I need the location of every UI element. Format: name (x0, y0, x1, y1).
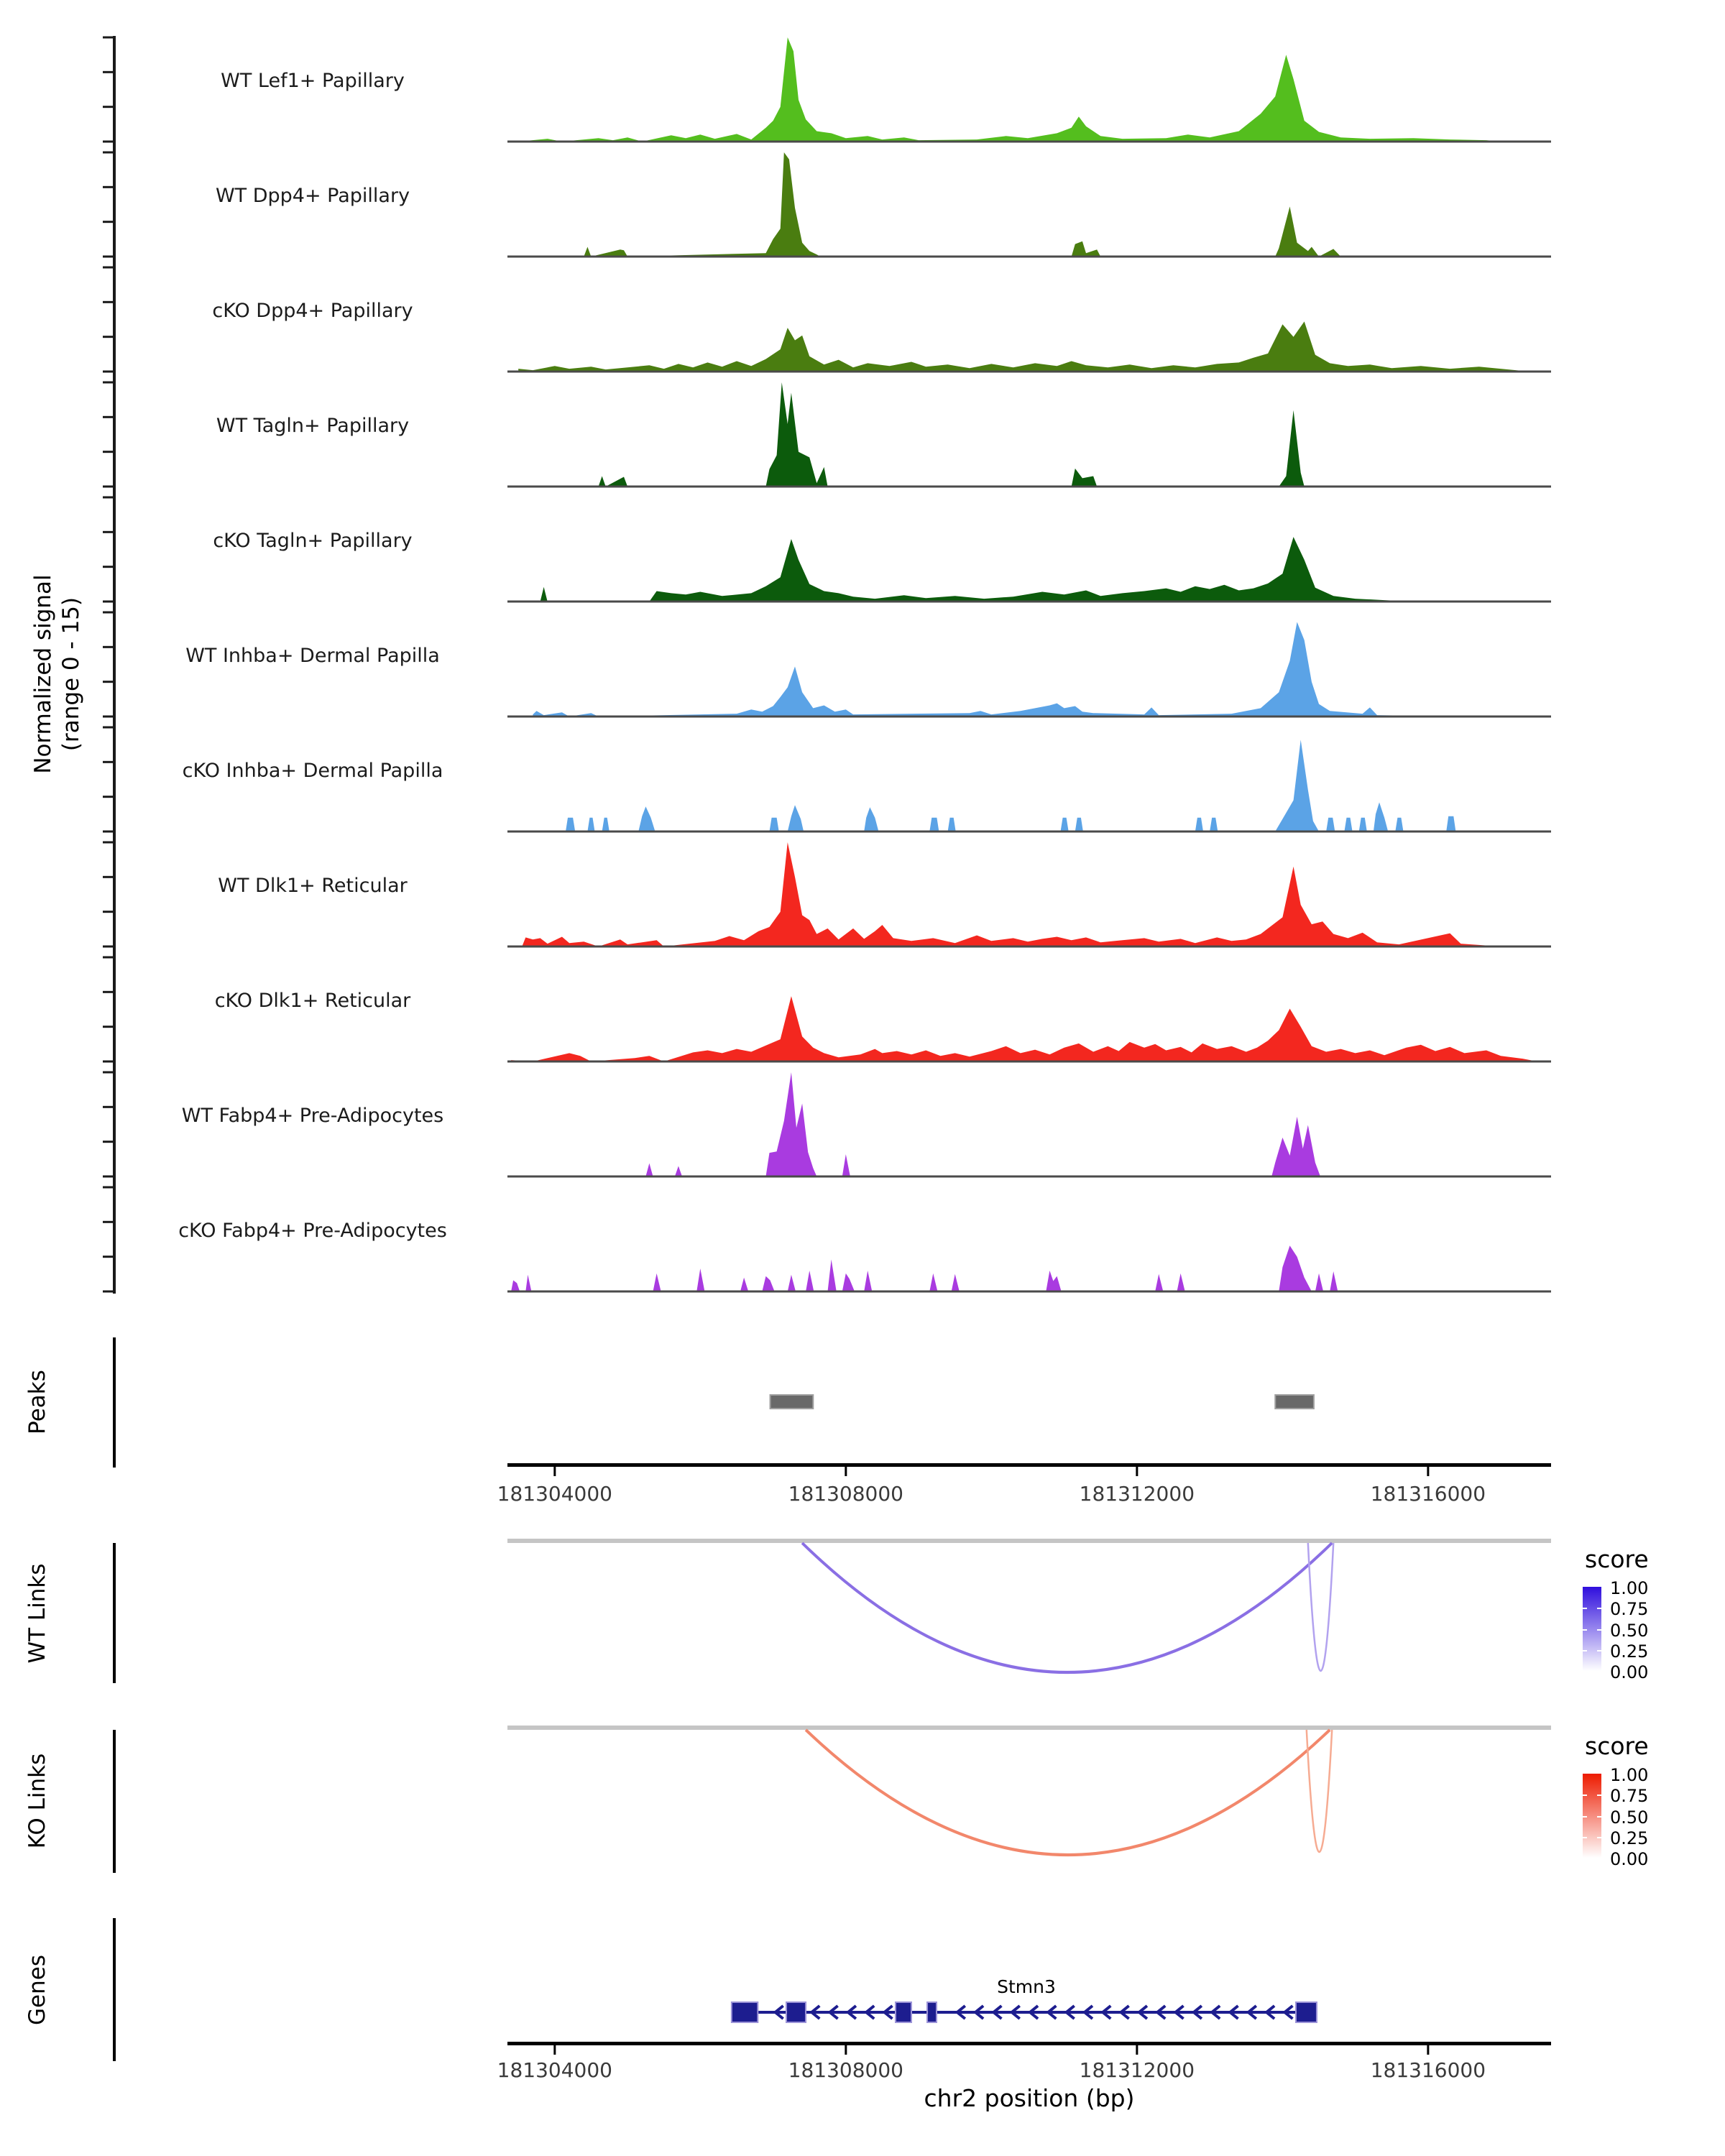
ko-legend-tick (1583, 1816, 1587, 1818)
track-label-8: cKO Dlk1+ Reticular (214, 989, 411, 1012)
track-label-9: WT Fabp4+ Pre-Adipocytes (181, 1104, 444, 1127)
y-tick (103, 612, 113, 614)
ko-legend-tick (1597, 1795, 1601, 1796)
x-tick-label-1-3: 181316000 (1370, 1482, 1486, 1506)
wt-legend-tick (1597, 1629, 1601, 1631)
track-label-5: WT Inhba+ Dermal Papilla (185, 644, 440, 667)
x-axis-tick (1427, 1467, 1429, 1476)
wt-legend-label-3: 0.25 (1610, 1641, 1649, 1662)
track-baseline-7 (507, 946, 1551, 948)
y-tick (103, 1061, 113, 1063)
wt-legend-label-4: 0.00 (1610, 1662, 1649, 1682)
x-axis-tick (1136, 1467, 1138, 1476)
gene-exon-4 (1296, 2002, 1317, 2022)
peak-region-1 (1275, 1395, 1314, 1409)
ko-legend-label-1: 0.75 (1610, 1786, 1649, 1807)
y-tick (103, 601, 113, 603)
coverage-area-5 (533, 622, 1457, 717)
y-tick (103, 1256, 113, 1258)
gene-exon-1 (786, 2002, 806, 2022)
section-label-peaks: Peaks (24, 1370, 50, 1434)
y-tick (103, 646, 113, 648)
y-tick (103, 831, 113, 833)
track-baseline-2 (507, 371, 1551, 373)
wt-legend-label-1: 0.75 (1610, 1599, 1649, 1620)
y-axis-title-line1: Normalized signal (30, 574, 56, 774)
ko-legend-tick (1597, 1837, 1601, 1838)
coverage-area-2 (518, 321, 1530, 372)
y-tick (103, 301, 113, 303)
track-baseline-0 (507, 141, 1551, 143)
gene-name-label: Stmn3 (997, 1976, 1056, 1997)
x-tick-label-2-2: 181312000 (1079, 2058, 1195, 2082)
track-baseline-3 (507, 486, 1551, 488)
y-tick (103, 336, 113, 338)
links-top-line (507, 1539, 1551, 1543)
ko-legend-tick (1583, 1837, 1587, 1838)
ko-legend-tick (1597, 1816, 1601, 1818)
y-tick (103, 1291, 113, 1293)
x-tick-label-1-1: 181308000 (788, 1482, 903, 1506)
coverage-area-4 (540, 537, 1414, 602)
peaks-axis-bar (113, 1337, 116, 1468)
wt-links-legend-title: score (1585, 1545, 1649, 1573)
x-axis-line-1 (507, 1463, 1551, 1467)
y-tick (103, 1141, 113, 1143)
y-tick (103, 842, 113, 844)
x-axis-title: chr2 position (bp) (924, 2084, 1135, 2112)
x-axis-tick (1136, 2045, 1138, 2055)
y-tick (103, 221, 113, 223)
y-tick (103, 566, 113, 568)
track-baseline-4 (507, 601, 1551, 603)
genes-axis-bar (113, 1918, 116, 2061)
y-tick (103, 1176, 113, 1178)
section-label-genes: Genes (24, 1955, 50, 2025)
wt-legend-tick (1597, 1608, 1601, 1609)
x-axis-tick (553, 1467, 556, 1476)
links-axis-bar (113, 1543, 116, 1683)
track-label-7: WT Dlk1+ Reticular (218, 874, 408, 897)
coverage-area-7 (522, 842, 1501, 946)
ko-links-legend-title: score (1585, 1732, 1649, 1760)
section-label-wt-links: WT Links (24, 1563, 50, 1664)
wt-legend-tick (1583, 1629, 1587, 1631)
x-tick-label-2-3: 181316000 (1370, 2058, 1486, 2082)
track-baseline-8 (507, 1061, 1551, 1063)
y-tick (103, 486, 113, 488)
y-tick (103, 416, 113, 418)
link-arc-0 (806, 1730, 1330, 1855)
wt-legend-tick (1583, 1650, 1587, 1651)
track-baseline-1 (507, 256, 1551, 258)
y-tick (103, 1187, 113, 1189)
track-label-10: cKO Fabp4+ Pre-Adipocytes (178, 1219, 447, 1242)
y-tick (103, 37, 113, 39)
coverage-area-1 (584, 152, 1340, 257)
coverage-area-10 (511, 1245, 1338, 1291)
links-axis-bar (113, 1730, 116, 1873)
y-tick (103, 1026, 113, 1028)
track-baseline-5 (507, 716, 1551, 718)
y-tick (103, 876, 113, 878)
y-tick (103, 1072, 113, 1074)
x-tick-label-2-0: 181304000 (497, 2058, 612, 2082)
track-label-2: cKO Dpp4+ Papillary (212, 299, 413, 322)
y-tick (103, 531, 113, 533)
y-tick (103, 497, 113, 499)
y-axis-title-line2: (range 0 - 15) (58, 596, 84, 752)
y-tick (103, 957, 113, 959)
wt-legend-tick (1597, 1650, 1601, 1651)
y-tick (103, 186, 113, 188)
wt-legend-label-0: 1.00 (1610, 1578, 1649, 1598)
wt-legend-tick (1583, 1608, 1587, 1609)
peak-region-0 (770, 1395, 814, 1409)
y-tick (103, 716, 113, 718)
y-tick (103, 946, 113, 948)
y-tick (103, 451, 113, 453)
x-axis-line-2 (507, 2042, 1551, 2045)
x-axis-tick (845, 2045, 847, 2055)
gene-exon-3 (927, 2002, 937, 2022)
section-label-ko-links: KO Links (24, 1753, 50, 1849)
link-arc-0 (802, 1543, 1332, 1672)
coverage-area-9 (645, 1072, 1320, 1176)
y-tick (103, 991, 113, 993)
x-tick-label-1-0: 181304000 (497, 1482, 612, 1506)
y-tick (103, 371, 113, 373)
x-tick-label-2-1: 181308000 (788, 2058, 903, 2082)
y-tick (103, 141, 113, 143)
track-baseline-10 (507, 1291, 1551, 1293)
x-axis-tick (553, 2045, 556, 2055)
y-tick (103, 761, 113, 763)
y-tick (103, 267, 113, 269)
ko-legend-label-4: 0.00 (1610, 1849, 1649, 1869)
ko-legend-label-0: 1.00 (1610, 1765, 1649, 1785)
ko-legend-label-3: 0.25 (1610, 1828, 1649, 1848)
track-baseline-6 (507, 831, 1551, 833)
links-top-line (507, 1726, 1551, 1730)
y-axis-title (29, 574, 86, 773)
y-tick (103, 796, 113, 798)
x-tick-label-1-2: 181312000 (1079, 1482, 1195, 1506)
y-tick (103, 681, 113, 683)
signal-y-axis-line (113, 36, 116, 1294)
coverage-area-3 (599, 382, 1305, 487)
track-label-1: WT Dpp4+ Papillary (215, 184, 410, 207)
track-label-4: cKO Tagln+ Papillary (213, 529, 413, 552)
y-tick (103, 152, 113, 154)
x-axis-tick (1427, 2045, 1429, 2055)
ko-legend-label-2: 0.50 (1610, 1807, 1649, 1828)
x-axis-tick (845, 1467, 847, 1476)
track-label-3: WT Tagln+ Papillary (216, 414, 410, 437)
gene-exon-2 (896, 2002, 911, 2022)
track-label-0: WT Lef1+ Papillary (221, 69, 405, 92)
wt-legend-label-2: 0.50 (1610, 1620, 1649, 1641)
y-tick (103, 1221, 113, 1223)
coverage-area-8 (511, 996, 1537, 1061)
y-tick (103, 106, 113, 108)
track-label-6: cKO Inhba+ Dermal Papilla (182, 759, 443, 782)
gene-exon-0 (732, 2002, 758, 2022)
track-baseline-9 (507, 1176, 1551, 1178)
y-tick (103, 71, 113, 73)
y-tick (103, 256, 113, 258)
y-tick (103, 1106, 113, 1108)
y-tick (103, 911, 113, 913)
ko-legend-tick (1583, 1795, 1587, 1796)
coverage-area-0 (518, 37, 1501, 142)
y-tick (103, 727, 113, 729)
y-tick (103, 382, 113, 384)
coverage-area-6 (566, 740, 1455, 831)
